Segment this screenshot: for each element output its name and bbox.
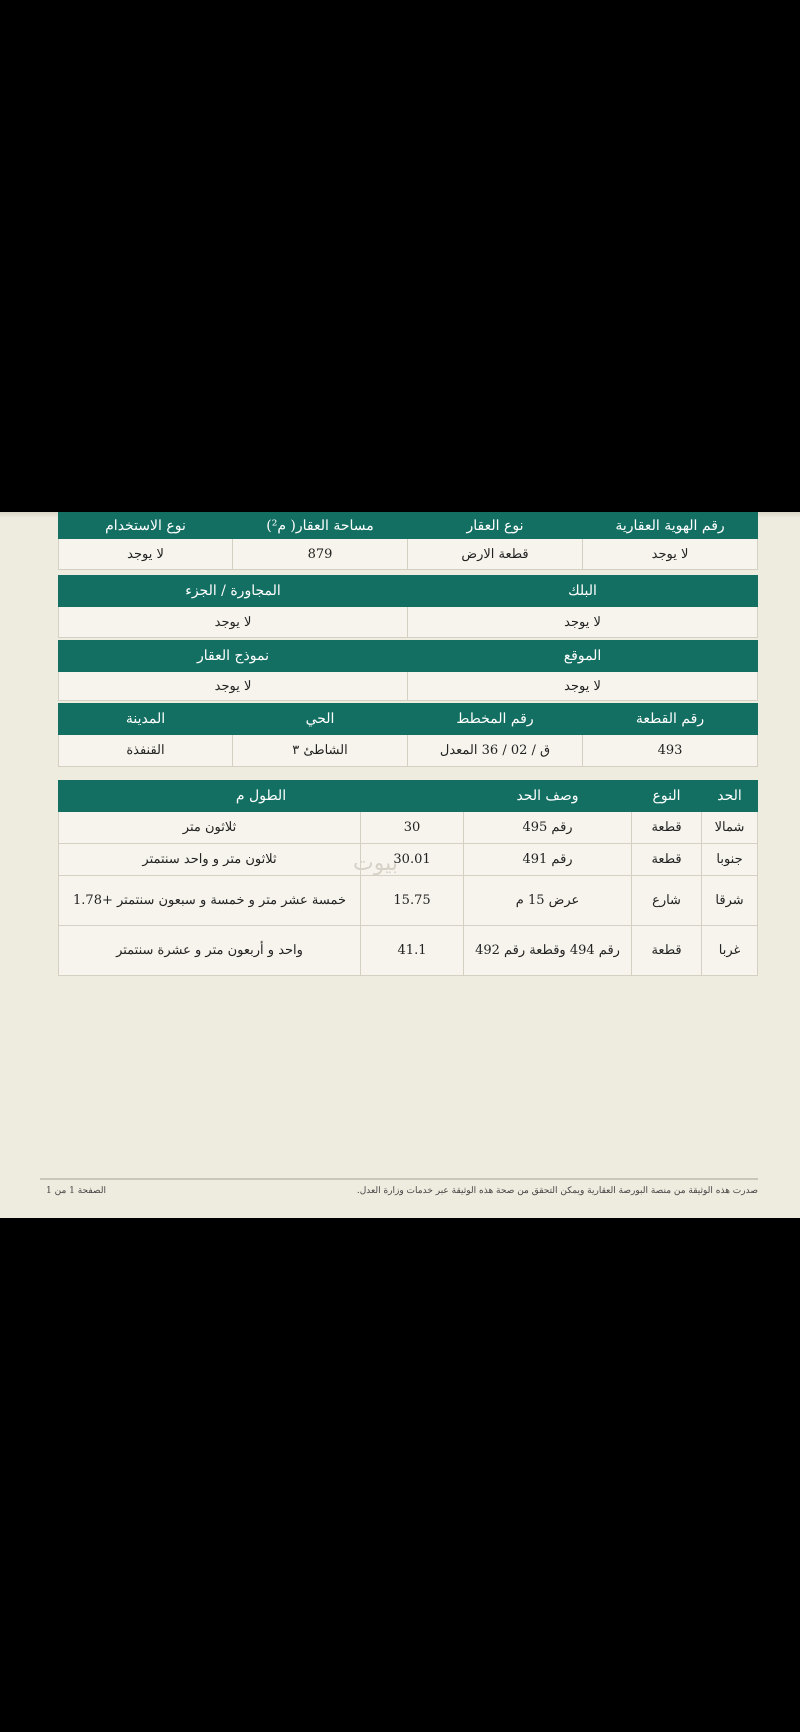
header-plan-number: رقم المخطط (408, 704, 583, 735)
table-row (59, 926, 758, 976)
page-number: الصفحة 1 من 1 (46, 1186, 106, 1196)
border-side: غربا (702, 926, 758, 976)
header-border-side: الحد (702, 781, 758, 812)
value-district: الشاطئ ٣ (233, 735, 408, 767)
border-length: 30 (361, 812, 464, 844)
header-border-type: النوع (632, 781, 702, 812)
header-plot-number: رقم القطعة (583, 704, 758, 735)
document-page (0, 512, 800, 1218)
header-location: الموقع (408, 641, 758, 672)
border-desc: عرض 15 م (464, 876, 632, 926)
borders-table (58, 780, 758, 976)
header-border-length: الطول م (59, 781, 464, 812)
border-side: شمالا (702, 812, 758, 844)
border-desc: رقم 491 (464, 844, 632, 876)
border-desc: رقم 495 (464, 812, 632, 844)
value-neighborhood-part: لا يوجد (59, 607, 408, 638)
value-usage-type: لا يوجد (59, 539, 233, 570)
table-row (59, 812, 758, 844)
border-length: 41.1 (361, 926, 464, 976)
border-length: 15.75 (361, 876, 464, 926)
border-side: جنوبا (702, 844, 758, 876)
header-property-area: مساحة العقار( م²) (233, 513, 408, 539)
border-type: شارع (632, 876, 702, 926)
value-location: لا يوجد (408, 672, 758, 701)
value-block: لا يوجد (408, 607, 758, 638)
header-property-type: نوع العقار (408, 513, 583, 539)
value-plan-number: ق / 02 / 36 المعدل (408, 735, 583, 767)
value-property-area: 879 (233, 539, 408, 570)
border-side: شرقا (702, 876, 758, 926)
property-info-table (58, 512, 758, 767)
table-row (59, 876, 758, 926)
value-city: القنفذة (59, 735, 233, 767)
value-property-id: لا يوجد (583, 539, 758, 570)
header-property-id: رقم الهوية العقارية (583, 513, 758, 539)
header-neighborhood-part: المجاورة / الجزء (59, 576, 408, 607)
header-usage-type: نوع الاستخدام (59, 513, 233, 539)
header-district: الحي (233, 704, 408, 735)
header-property-model: نموذج العقار (59, 641, 408, 672)
footer-note: صدرت هذه الوثيقة من منصة البورصة العقارية ويمكن التحقق من صحة هذه الوثيقة عبر خدمات وزارة العدل. (356, 1186, 758, 1196)
border-length-text: ثلاثون متر و واحد سنتمتر (59, 844, 361, 876)
footer-divider (40, 1178, 758, 1180)
border-length-text: خمسة عشر متر و خمسة و سبعون سنتمتر +1.78 (59, 876, 361, 926)
border-type: قطعة (632, 844, 702, 876)
table-row (59, 844, 758, 876)
value-plot-number: 493 (583, 735, 758, 767)
value-property-model: لا يوجد (59, 672, 408, 701)
border-length: 30.01 (361, 844, 464, 876)
border-type: قطعة (632, 812, 702, 844)
value-property-type: قطعة الارض (408, 539, 583, 570)
border-length-text: ثلاثون متر (59, 812, 361, 844)
header-city: المدينة (59, 704, 233, 735)
border-length-text: واحد و أربعون متر و عشرة سنتمتر (59, 926, 361, 976)
header-block: البلك (408, 576, 758, 607)
watermark: بيوت (353, 851, 398, 876)
border-desc: رقم 494 وقطعة رقم 492 (464, 926, 632, 976)
header-border-desc: وصف الحد (464, 781, 632, 812)
border-type: قطعة (632, 926, 702, 976)
